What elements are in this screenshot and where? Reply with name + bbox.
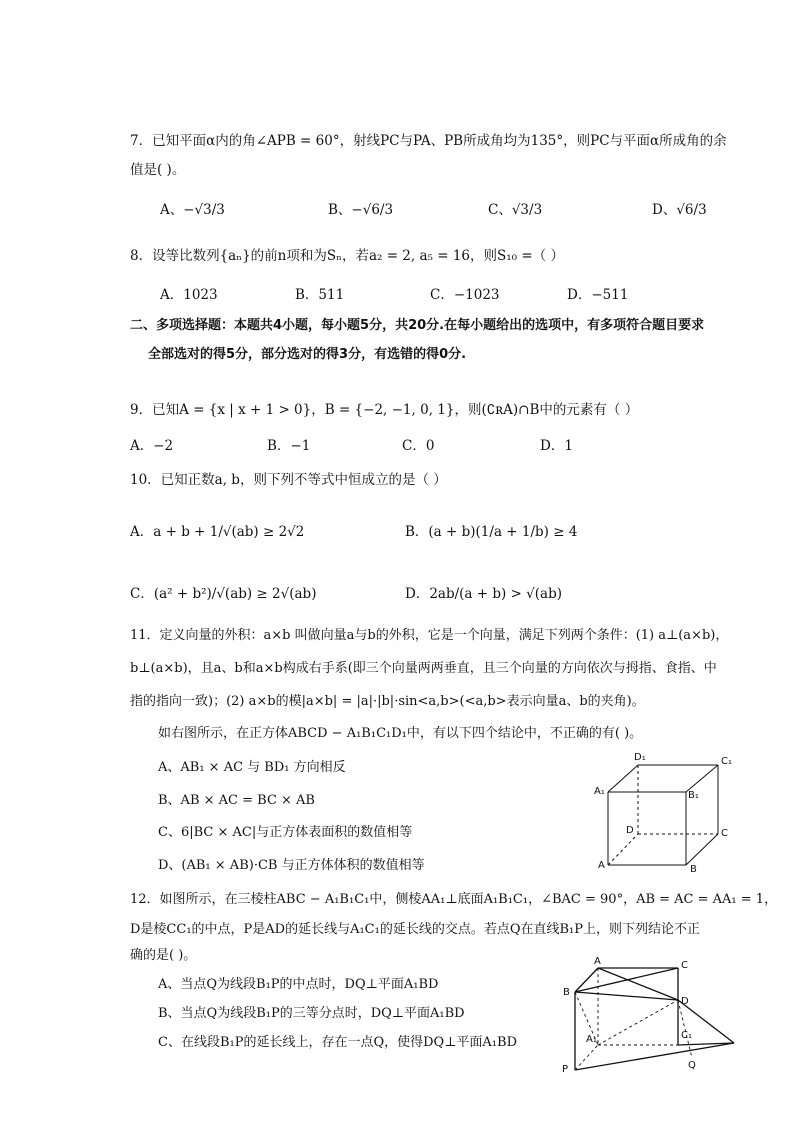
prism-label-b: B bbox=[563, 987, 570, 998]
cube-label-d: D bbox=[626, 825, 634, 836]
q10-option-a: A．a + b + 1/√(ab) ≥ 2√2 bbox=[130, 524, 305, 540]
q9-option-c: C．0 bbox=[402, 438, 435, 454]
q12-option-a: A、当点Q为线段B₁P的中点时，DQ⊥平面A₁BD bbox=[158, 977, 439, 992]
q8-option-b: B．511 bbox=[295, 287, 345, 303]
q7-stem-line1: 7．已知平面α内的角∠APB = 60°，射线PC与PA、PB所成角均为135°，则PC与平面α所成角的余 bbox=[130, 133, 727, 149]
q8-option-a: A．1023 bbox=[160, 287, 218, 303]
q12-stem-line1: 12．如图所示，在三棱柱ABC − A₁B₁C₁中，侧棱AA₁⊥底面A₁B₁C₁，∠BAC = 90°，AB = AC = AA₁ = 1， bbox=[130, 892, 778, 907]
q7-option-a: A、−√3/3 bbox=[160, 202, 225, 218]
q8-option-c: C．−1023 bbox=[430, 287, 500, 303]
cube-label-d1: D₁ bbox=[634, 752, 646, 763]
prism-label-a: A bbox=[594, 956, 601, 967]
q11-stem-line3: 指的指向一致)；(2) a×b的模|a×b| = |a|·|b|·sin<a,b>(<a,b>表示向量a、b的夹角)。 bbox=[130, 694, 645, 709]
q12-stem-line3: 确的是( )。 bbox=[130, 948, 197, 963]
q9-option-b: B．−1 bbox=[267, 438, 311, 454]
q11-option-a: A、AB₁ × AC 与 BD₁ 方向相反 bbox=[158, 760, 346, 775]
cube-label-a: A bbox=[598, 860, 605, 871]
cube-label-c1: C₁ bbox=[721, 756, 732, 767]
cube-label-b1: B₁ bbox=[688, 790, 699, 801]
q9-option-a: A．−2 bbox=[130, 438, 174, 454]
q8-option-d: D．−511 bbox=[567, 287, 629, 303]
q11-stem-line1: 11．定义向量的外积：a×b 叫做向量a与b的外积，它是一个向量，满足下列两个条件：(1) a⊥(a×b)， bbox=[130, 628, 729, 643]
q12-option-b: B、当点Q为线段B₁P的三等分点时，DQ⊥平面A₁BD bbox=[158, 1006, 465, 1021]
q10-option-d: D．2ab/(a + b) > √(ab) bbox=[405, 586, 562, 602]
q8-stem: 8．设等比数列{aₙ}的前n项和为Sₙ，若a₂ = 2, a₅ = 16，则S₁₀ =（ ） bbox=[130, 248, 564, 264]
q9-option-d: D．1 bbox=[540, 438, 573, 454]
cube-label-c: C bbox=[721, 828, 728, 839]
prism-label-c: C bbox=[681, 960, 688, 971]
q12-stem-line2: D是棱CC₁的中点，P是AD的延长线与A₁C₁的延长线的交点。若点Q在直线B₁P上，则下列结论不正 bbox=[130, 922, 701, 937]
q7-option-b: B、−√6/3 bbox=[328, 202, 394, 218]
cube-label-b: B bbox=[690, 864, 697, 875]
q10-option-c: C．(a² + b²)/√(ab) ≥ 2√(ab) bbox=[130, 586, 317, 602]
prism-figure bbox=[560, 955, 794, 1123]
q9-stem: 9．已知A = {x | x + 1 > 0}，B = {−2, −1, 0, 1}，则(∁ʀA)∩B中的元素有（ ） bbox=[130, 402, 639, 418]
q11-stem-line4: 如右图所示，在正方体ABCD − A₁B₁C₁D₁中，有以下四个结论中，不正确的有( )。 bbox=[158, 726, 643, 741]
q7-stem-line2: 值是( )。 bbox=[130, 162, 186, 178]
prism-label-c1: C₁ bbox=[681, 1030, 692, 1041]
prism-label-p: P bbox=[562, 1064, 569, 1075]
prism-label-d: D bbox=[681, 996, 689, 1007]
cube-label-a1: A₁ bbox=[594, 786, 605, 797]
q11-option-d: D、(AB₁ × AB)·CB 与正方体体积的数值相等 bbox=[158, 858, 425, 873]
section2-heading-line1: 二、多项选择题：本题共4小题，每小题5分，共20分.在每小题给出的选项中，有多项符合题目要求 bbox=[130, 318, 705, 333]
q7-option-c: C、√3/3 bbox=[488, 202, 543, 218]
section2-heading-line2: 全部选对的得5分，部分选对的得3分，有选错的得0分. bbox=[148, 347, 467, 362]
prism-label-q: Q bbox=[688, 1060, 696, 1071]
q7-option-d: D、√6/3 bbox=[652, 202, 707, 218]
q11-stem-line2: b⊥(a×b)，且a、b和a×b构成右手系(即三个向量两两垂直，且三个向量的方向依次与拇指、食指、中 bbox=[130, 661, 717, 676]
q11-option-c: C、6|BC × AC|与正方体表面积的数值相等 bbox=[158, 825, 413, 840]
cube-figure bbox=[590, 750, 750, 875]
q11-option-b: B、AB × AC = BC × AB bbox=[158, 793, 315, 808]
q12-option-c: C、在线段B₁P的延长线上，存在一点Q，使得DQ⊥平面A₁BD bbox=[158, 1035, 517, 1050]
prism-label-a1: A₁ bbox=[586, 1034, 597, 1045]
q10-option-b: B．(a + b)(1/a + 1/b) ≥ 4 bbox=[405, 524, 578, 540]
q10-stem: 10．已知正数a, b，则下列不等式中恒成立的是（ ） bbox=[130, 472, 447, 488]
